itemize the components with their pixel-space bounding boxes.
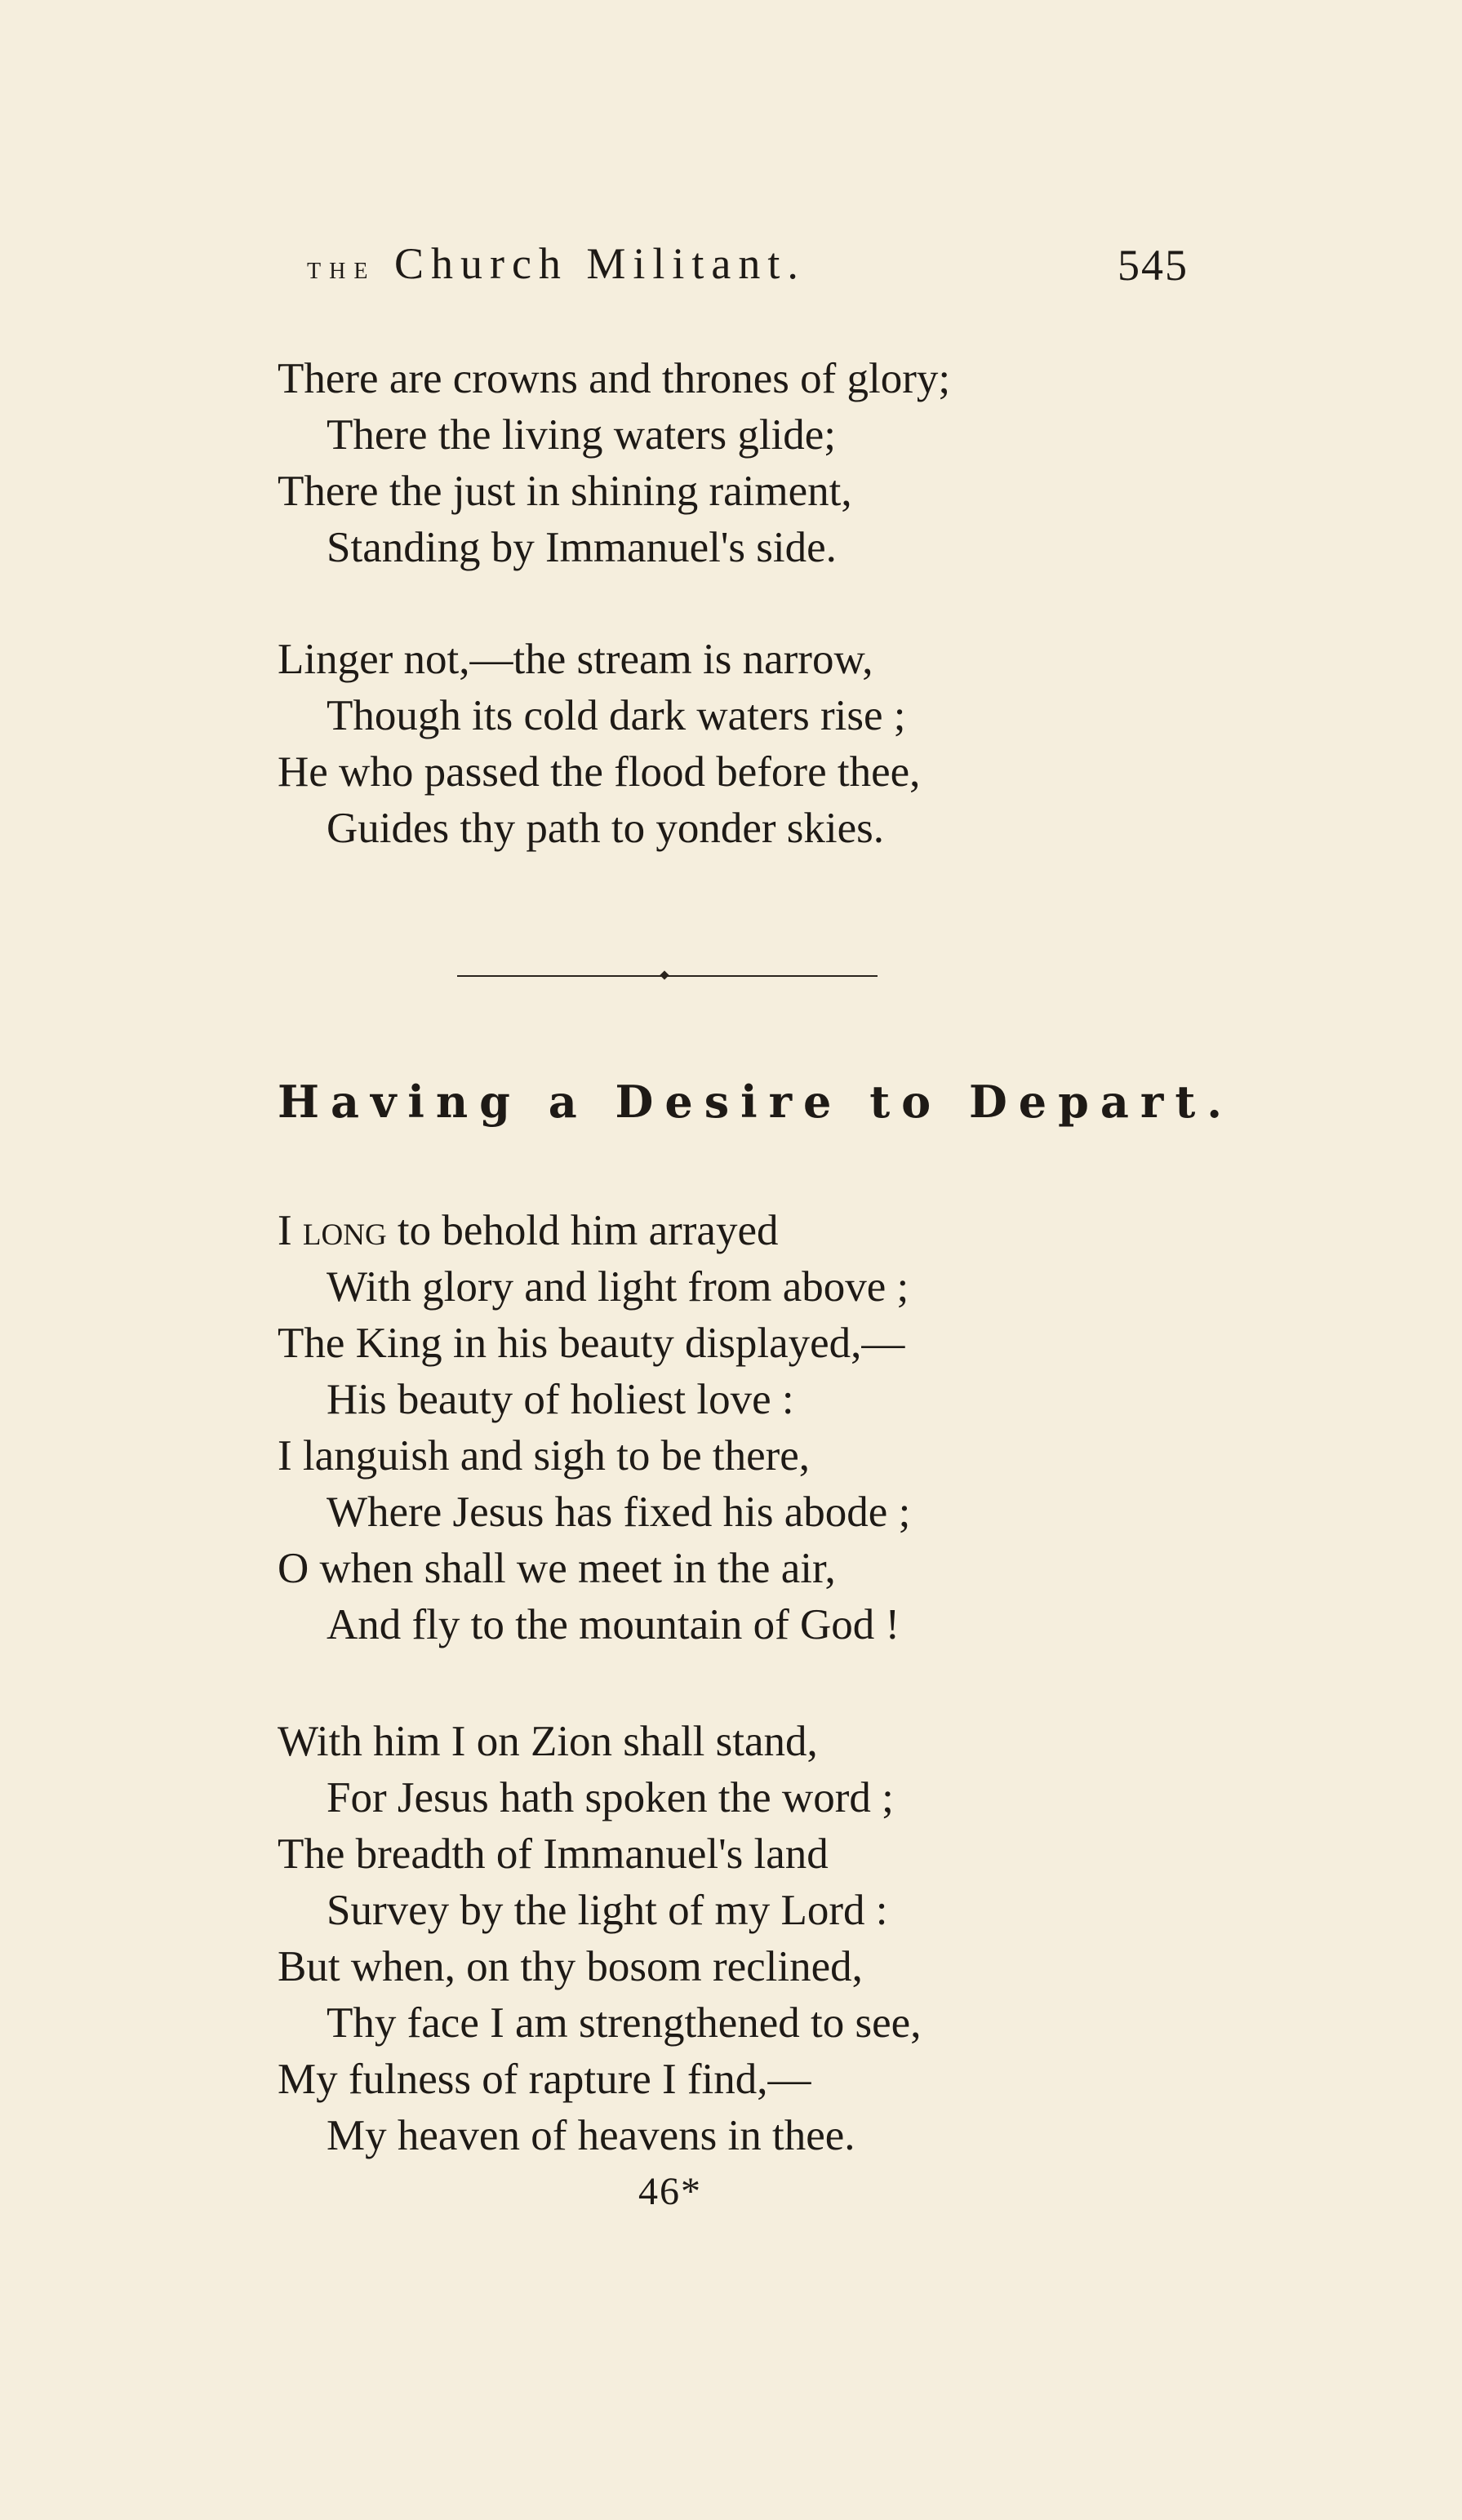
stanza-3-first-word: I long: [278, 1207, 387, 1254]
running-title-militant: Militant.: [586, 239, 806, 288]
running-head: [307, 238, 1189, 295]
stanza-3-line-1-rest: to behold him arrayed: [386, 1207, 779, 1254]
section-divider: [457, 969, 878, 983]
stanza-4-line-8: My heaven of heavens in thee.: [327, 2112, 855, 2159]
stanza-4-line-1: With him I on Zion shall stand,: [278, 1718, 818, 1765]
stanza-3-line-2: With glory and light from above ;: [327, 1263, 909, 1311]
stanza-4-line-5: But when, on thy bosom reclined,: [278, 1943, 863, 1990]
stanza-3-line-7: O when shall we meet in the air,: [278, 1545, 836, 1592]
running-title: [307, 238, 806, 289]
running-title-prefix: the: [307, 249, 376, 286]
stanza-1-line-1: There are crowns and thrones of glory;: [278, 355, 951, 402]
signature-mark: 46*: [638, 2170, 702, 2213]
poem-title: Having a Desire to Depart.: [278, 1076, 1234, 1128]
page-number: 545: [1118, 241, 1189, 290]
stanza-1-line-4: Standing by Immanuel's side.: [327, 524, 837, 571]
stanza-2-line-2: Though its cold dark waters rise ;: [327, 692, 906, 739]
stanza-4-line-3: The breadth of Immanuel's land: [278, 1830, 829, 1878]
stanza-3: [278, 1203, 1192, 1653]
stanza-1: [278, 351, 1192, 576]
stanza-1-line-2: There the living waters glide;: [327, 411, 837, 459]
stanza-2-line-1: Linger not,—the stream is narrow,: [278, 636, 873, 683]
stanza-3-line-6: Where Jesus has fixed his abode ;: [327, 1488, 911, 1536]
stanza-3-line-3: The King in his beauty displayed,—: [278, 1320, 905, 1367]
stanza-3-line-4: His beauty of holiest love :: [327, 1376, 794, 1423]
running-title-church: Church: [393, 239, 568, 288]
stanza-3-line-8: And fly to the mountain of God !: [327, 1601, 900, 1648]
stanza-2-line-4: Guides thy path to yonder skies.: [327, 805, 885, 852]
stanza-4: [278, 1714, 1192, 2164]
stanza-2-line-3: He who passed the flood before thee,: [278, 748, 921, 796]
divider-diamond-ornament: [660, 970, 669, 979]
stanza-4-line-7: My fulness of rapture I find,—: [278, 2056, 811, 2103]
stanza-3-line-5: I languish and sigh to be there,: [278, 1432, 811, 1480]
stanza-4-line-2: For Jesus hath spoken the word ;: [327, 1774, 894, 1821]
stanza-2: [278, 632, 1192, 857]
stanza-4-line-6: Thy face I am strengthened to see,: [327, 1999, 922, 2047]
stanza-3-line-1: [278, 1203, 1192, 1259]
stanza-1-line-3: There the just in shining raiment,: [278, 468, 852, 515]
stanza-4-line-4: Survey by the light of my Lord :: [327, 1887, 888, 1934]
